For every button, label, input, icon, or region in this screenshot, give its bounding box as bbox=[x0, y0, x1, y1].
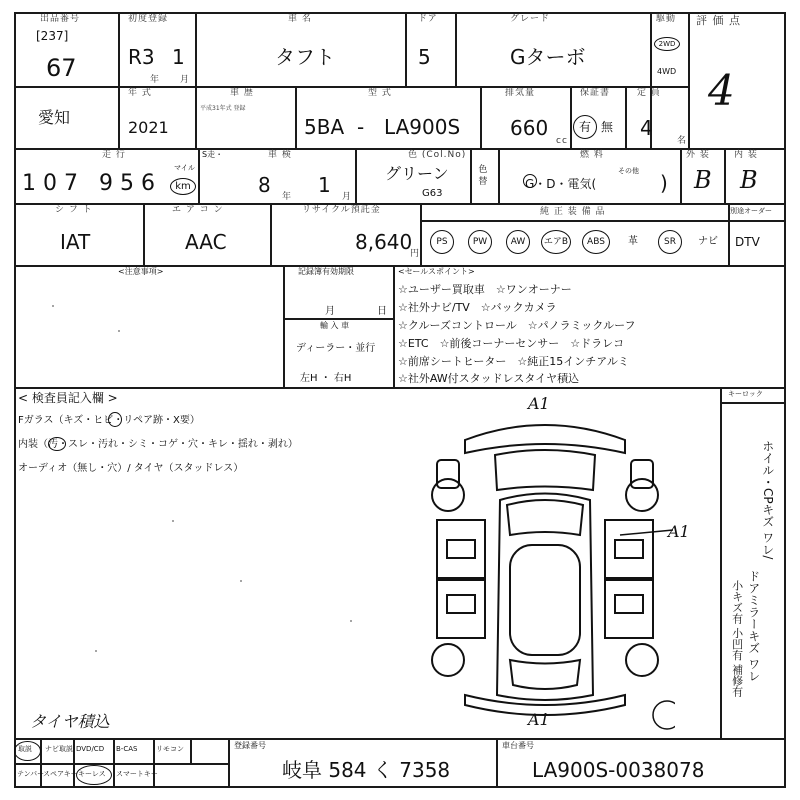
exterior-grade: B bbox=[694, 166, 712, 194]
vertical-note-2: ドアミラーキズ ワレ bbox=[746, 570, 761, 682]
displacement-value: 660 bbox=[510, 116, 549, 140]
first-reg-month: 1 bbox=[172, 45, 185, 69]
model-code: LA900S bbox=[384, 115, 461, 139]
diagram-rear-mark: A1 bbox=[528, 710, 550, 729]
score-value: 4 bbox=[708, 66, 735, 115]
fuel-other-label: その他 bbox=[618, 167, 639, 175]
rr-door bbox=[605, 580, 653, 638]
rr-window bbox=[615, 595, 643, 613]
inspection-month: 1 bbox=[318, 173, 331, 197]
sales-label: <セールスポイント> bbox=[398, 267, 475, 276]
fuel-close: ) bbox=[660, 171, 668, 195]
model-type-label: 型 式 bbox=[368, 88, 392, 98]
glass-circle-mark bbox=[108, 412, 122, 427]
inspector-note-1: Fガラス（キズ・ヒビ・リペア跡・X要） bbox=[18, 415, 200, 426]
inspection-year-unit: 年 bbox=[282, 192, 293, 202]
color-label: 色 (Col.No) bbox=[408, 150, 467, 160]
equip-abs: ABS bbox=[582, 230, 610, 254]
aircon-label: エ ア コ ン bbox=[172, 205, 224, 215]
vertical-note-3: 小キズ有 小凹有 補修有 bbox=[730, 580, 744, 697]
extra-order-label: 別途オーダー bbox=[730, 207, 772, 215]
bottom-item-temper: テンパー bbox=[17, 770, 45, 778]
year-label: 年 式 bbox=[128, 88, 152, 98]
chassis-label: 車 歴 bbox=[230, 88, 254, 98]
warranty-yes: 有 bbox=[573, 115, 597, 139]
equip-dtv: DTV bbox=[735, 235, 760, 249]
capacity-label: 定 員 bbox=[637, 88, 661, 98]
model-prefix: 5BA bbox=[304, 115, 345, 139]
reg-number: 岐阜 584 く 7358 bbox=[282, 758, 451, 782]
inspector-note-3: オーディオ（無し・穴）/ タイヤ（スタッドレス） bbox=[18, 463, 244, 474]
diagram-front-mark: A1 bbox=[528, 394, 550, 413]
aircon-value: AAC bbox=[185, 230, 227, 254]
spare-tire-mark bbox=[653, 701, 675, 729]
equip-leather: 革 bbox=[628, 236, 638, 247]
chassis-note: 平成31年式 登録 bbox=[200, 105, 246, 112]
sales-point-4: ☆ETC ☆前後コーナーセンサー ☆ドラレコ bbox=[398, 337, 625, 350]
rl-window bbox=[447, 595, 475, 613]
keyless-circle-mark bbox=[76, 765, 112, 785]
bottom-item-spare-key: スペアキー bbox=[43, 770, 78, 778]
car-name: タフト bbox=[275, 45, 335, 69]
inspector-note-2: 内装（汚・スレ・汚れ・シミ・コゲ・穴・キレ・揺れ・剥れ） bbox=[18, 439, 298, 450]
equip-sr: SR bbox=[658, 230, 682, 254]
fuel-options: G・D・電気( bbox=[525, 177, 597, 191]
fl-window bbox=[447, 540, 475, 558]
equip-aw: AW bbox=[506, 230, 530, 254]
sales-point-3: ☆クルーズコントロール ☆パノラミックルーフ bbox=[398, 319, 636, 332]
doors-value: 5 bbox=[418, 45, 431, 69]
inspector-label: < 検査員記入欄 > bbox=[18, 391, 118, 405]
manual-circle-mark bbox=[14, 741, 41, 761]
windshield bbox=[507, 500, 583, 535]
mileage-label: 走 行 bbox=[102, 150, 126, 160]
sales-point-1: ☆ユーザー買取車 ☆ワンオーナー bbox=[398, 283, 572, 296]
bottom-item-smartkey: スマートキー bbox=[116, 770, 158, 778]
displacement-label: 排気量 bbox=[505, 88, 536, 98]
equip-ps: PS bbox=[430, 230, 454, 254]
fr-fender bbox=[631, 460, 653, 488]
lot-number-prefix: [237] bbox=[36, 29, 69, 43]
record-day: 日 bbox=[377, 306, 387, 317]
warranty-no: 無 bbox=[601, 120, 614, 134]
fr-window bbox=[615, 540, 643, 558]
mileage-check-label: S走・ bbox=[202, 150, 224, 159]
recycle-fee: 8,640 bbox=[355, 230, 413, 254]
equip-navi: ナビ bbox=[698, 236, 718, 247]
recycle-unit: 円 bbox=[410, 249, 421, 259]
fuel-label: 燃 料 bbox=[580, 150, 604, 160]
model-year: 2021 bbox=[128, 118, 169, 137]
color-change-label: 色 替 bbox=[476, 164, 487, 185]
region-value: 愛知 bbox=[38, 108, 71, 127]
rl-wheel bbox=[432, 644, 464, 676]
first-reg-label: 初度登録 bbox=[128, 14, 169, 24]
inspector-handwritten: タイヤ積込 bbox=[30, 712, 110, 731]
fl-wheel bbox=[432, 479, 464, 511]
fuel-g-circle bbox=[523, 174, 537, 188]
interior-circle-mark bbox=[48, 437, 66, 451]
bottom-item-navi-manual: ナビ取説 bbox=[45, 745, 73, 753]
rear-window bbox=[510, 660, 580, 689]
drive-2wd: 2WD bbox=[654, 37, 680, 51]
sales-point-6: ☆社外AW付スタッドレスタイヤ積込 bbox=[398, 372, 580, 385]
import-steering: 左H ・ 右H bbox=[300, 373, 352, 384]
cc-unit: cc bbox=[556, 136, 568, 146]
fl-door bbox=[437, 520, 485, 578]
bottom-item-keyless: キーレス bbox=[78, 770, 106, 778]
fl-fender bbox=[437, 460, 459, 488]
recycle-label: リサイクル預託金 bbox=[302, 205, 381, 215]
exterior-label: 外 装 bbox=[686, 150, 710, 160]
drive-label: 駆動 bbox=[656, 14, 677, 24]
reg-number-label: 登録番号 bbox=[234, 741, 266, 750]
equipment-label: 純 正 装 備 品 bbox=[540, 207, 606, 217]
inspection-label: 車 検 bbox=[268, 150, 292, 160]
bottom-item-remote: リモコン bbox=[156, 745, 184, 753]
grade-value: Gターボ bbox=[510, 45, 586, 69]
fr-door bbox=[605, 520, 653, 578]
car-damage-diagram bbox=[425, 405, 675, 730]
people-unit: 名 bbox=[677, 136, 688, 146]
bottom-item-bcas: B-CAS bbox=[116, 745, 138, 753]
import-dealer: ディーラー・並行 bbox=[296, 343, 376, 354]
color-code: G63 bbox=[422, 188, 443, 199]
hood-shape bbox=[495, 450, 595, 490]
warranty-label: 保証書 bbox=[580, 88, 611, 98]
inspection-year: 8 bbox=[258, 173, 271, 197]
first-reg-era: R3 bbox=[128, 45, 155, 69]
keylock-label: キーロック bbox=[728, 390, 763, 398]
sales-point-2: ☆社外ナビ/TV ☆バックカメラ bbox=[398, 301, 557, 314]
roof bbox=[510, 545, 580, 655]
rl-door bbox=[437, 580, 485, 638]
capacity-value: 4 bbox=[640, 116, 653, 140]
chassis-number: LA900S-0038078 bbox=[532, 758, 705, 782]
interior-label: 内 装 bbox=[734, 150, 758, 160]
vertical-note-1: ホイル・CPキズ ワレ/ bbox=[760, 440, 775, 560]
record-book-label: 記録簿有効期限 bbox=[298, 267, 354, 276]
grade-label: グレード bbox=[510, 14, 551, 24]
lot-number: 67 bbox=[46, 54, 77, 82]
month-suffix: 月 bbox=[180, 75, 191, 85]
km-unit: km bbox=[170, 178, 196, 195]
doors-label: ドア bbox=[418, 14, 438, 24]
side-mark-line bbox=[620, 530, 673, 535]
era-suffix: 年 bbox=[150, 75, 161, 85]
score-label: 評 価 点 bbox=[696, 14, 741, 27]
mileage-value: 107 956 bbox=[22, 171, 162, 196]
notes-label: <注意事項> bbox=[118, 267, 164, 276]
diagram-side-mark: A1 bbox=[668, 522, 690, 541]
equip-airbag: エアB bbox=[541, 230, 571, 254]
car-name-label: 車 名 bbox=[288, 14, 312, 24]
import-label: 輸 入 車 bbox=[320, 321, 350, 330]
chassis-number-label: 車台番号 bbox=[502, 741, 534, 750]
shift-value: IAT bbox=[60, 230, 91, 254]
record-month: 月 bbox=[325, 306, 335, 317]
rr-wheel bbox=[626, 644, 658, 676]
model-dash: - bbox=[357, 115, 365, 139]
bottom-item-dvd: DVD/CD bbox=[76, 745, 105, 753]
lot-number-label: 出品番号 bbox=[40, 14, 81, 24]
fr-wheel bbox=[626, 479, 658, 511]
miles-option: マイル bbox=[174, 164, 195, 172]
front-bumper-shape bbox=[465, 425, 625, 453]
equip-pw: PW bbox=[468, 230, 492, 254]
sales-point-5: ☆前席シートヒーター ☆純正15インチアルミ bbox=[398, 355, 629, 368]
drive-4wd: 4WD bbox=[657, 67, 677, 76]
interior-grade: B bbox=[740, 166, 758, 194]
color-name: グリーン bbox=[385, 164, 449, 183]
inspection-month-unit: 月 bbox=[342, 192, 353, 202]
bottom-item-manual: 取説 bbox=[18, 745, 32, 753]
shift-label: シ フ ト bbox=[55, 205, 93, 215]
